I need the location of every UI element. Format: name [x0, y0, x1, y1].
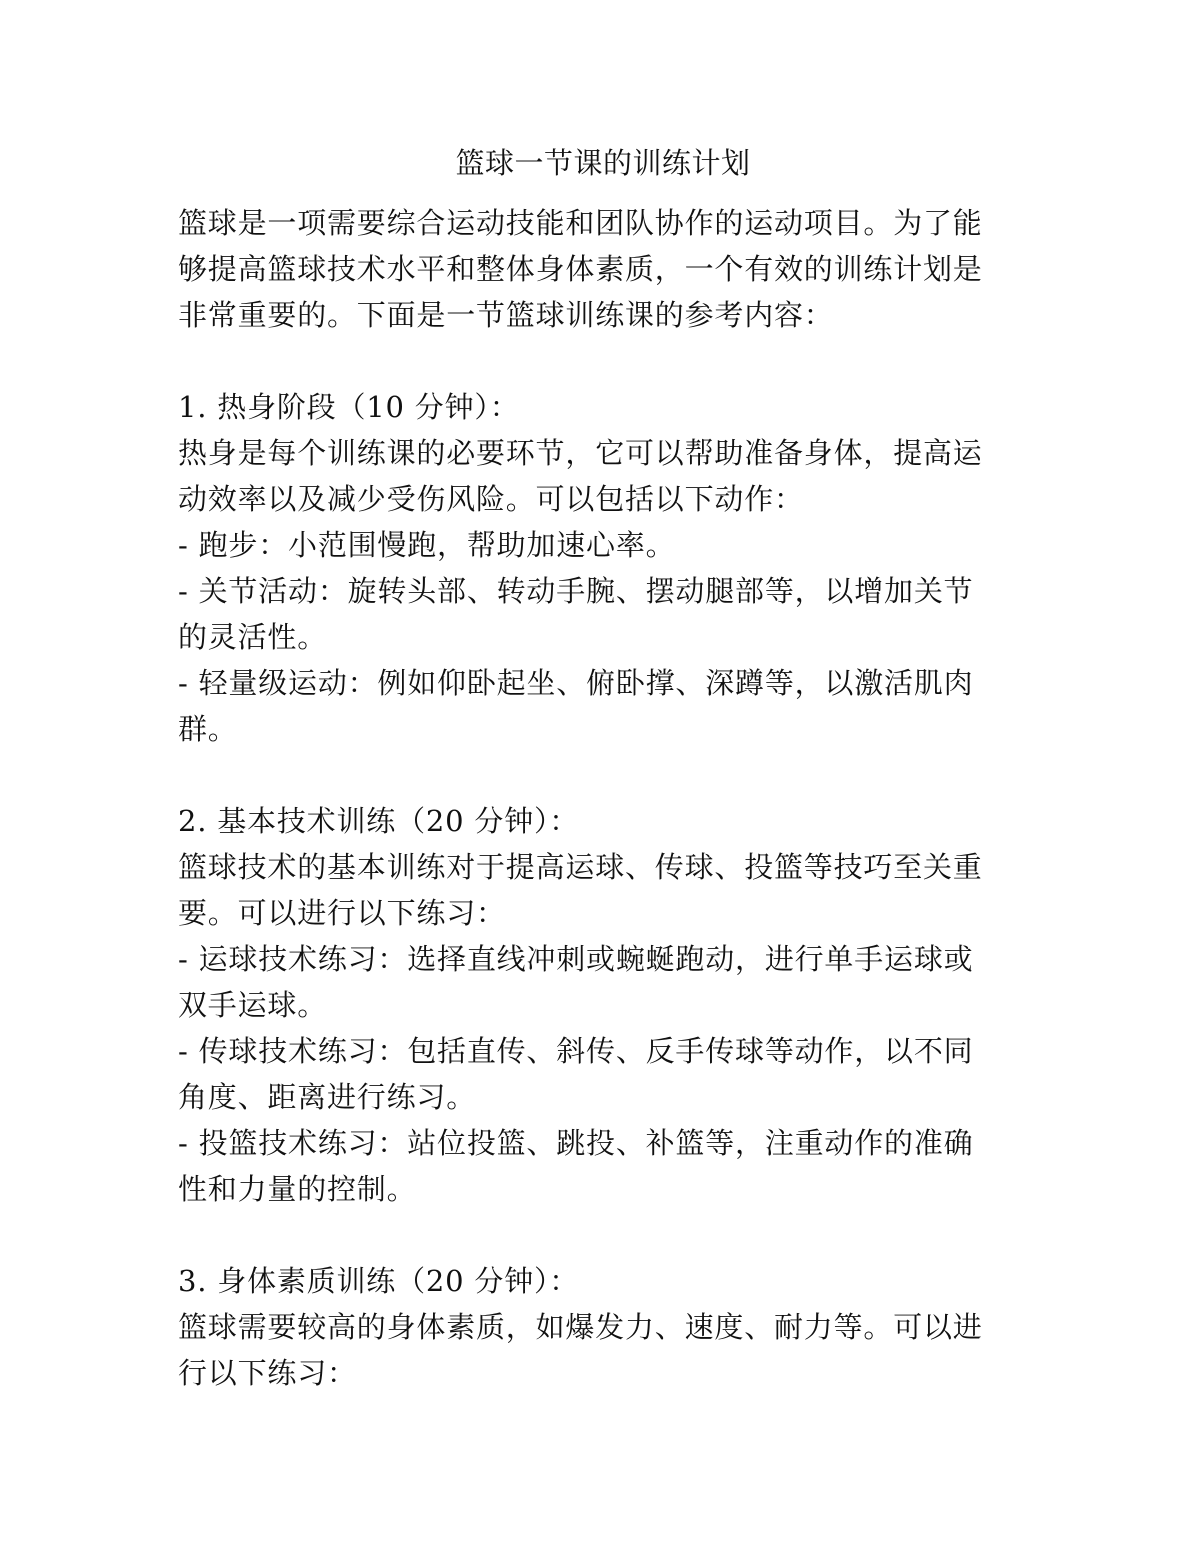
- section-warmup: [178, 384, 1028, 752]
- list-item: - 运球技术练习：选择直线冲刺或蜿蜒跑动，进行单手运球或: [178, 942, 974, 976]
- blank-line: [178, 1212, 1028, 1258]
- list-item: - 关节活动：旋转头部、转动手腕、摆动腿部等，以增加关节: [178, 574, 974, 608]
- list-item: - 传球技术练习：包括直传、斜传、反手传球等动作，以不同: [178, 1034, 974, 1068]
- text-line: 行以下练习：: [178, 1356, 357, 1390]
- text-line: 的灵活性。: [178, 620, 328, 654]
- text-line: 篮球技术的基本训练对于提高运球、传球、投篮等技巧至关重: [178, 850, 983, 884]
- section-heading: 1. 热身阶段（10 分钟）：: [178, 390, 520, 424]
- text-line: 篮球是一项需要综合运动技能和团队协作的运动项目。为了能: [178, 206, 983, 240]
- text-line: 篮球需要较高的身体素质，如爆发力、速度、耐力等。可以进: [178, 1310, 983, 1344]
- text-line: 热身是每个训练课的必要环节，它可以帮助准备身体，提高运: [178, 436, 983, 470]
- text-line: 非常重要的。下面是一节篮球训练课的参考内容：: [178, 298, 834, 332]
- text-line: 要。可以进行以下练习：: [178, 896, 506, 930]
- blank-line: [178, 752, 1028, 798]
- text-line: 性和力量的控制。: [178, 1172, 417, 1206]
- blank-line: [178, 338, 1028, 384]
- text-line: 双手运球。: [178, 988, 328, 1022]
- section-heading: 2. 基本技术训练（20 分钟）：: [178, 804, 580, 838]
- section-fitness: [178, 1258, 1028, 1396]
- document-page: [178, 140, 1028, 1396]
- document-title: 篮球一节课的训练计划: [455, 146, 751, 180]
- text-line: 群。: [178, 712, 238, 746]
- text-line: 动效率以及减少受伤风险。可以包括以下动作：: [178, 482, 804, 516]
- list-item: - 轻量级运动：例如仰卧起坐、俯卧撑、深蹲等，以激活肌肉: [178, 666, 974, 700]
- intro-paragraph: [178, 200, 1028, 338]
- list-item: - 跑步：小范围慢跑，帮助加速心率。: [178, 528, 676, 562]
- section-heading: 3. 身体素质训练（20 分钟）：: [178, 1264, 580, 1298]
- section-basic-skills: [178, 798, 1028, 1212]
- text-line: 够提高篮球技术水平和整体身体素质，一个有效的训练计划是: [178, 252, 983, 286]
- list-item: - 投篮技术练习：站位投篮、跳投、补篮等，注重动作的准确: [178, 1126, 974, 1160]
- text-line: 角度、距离进行练习。: [178, 1080, 477, 1114]
